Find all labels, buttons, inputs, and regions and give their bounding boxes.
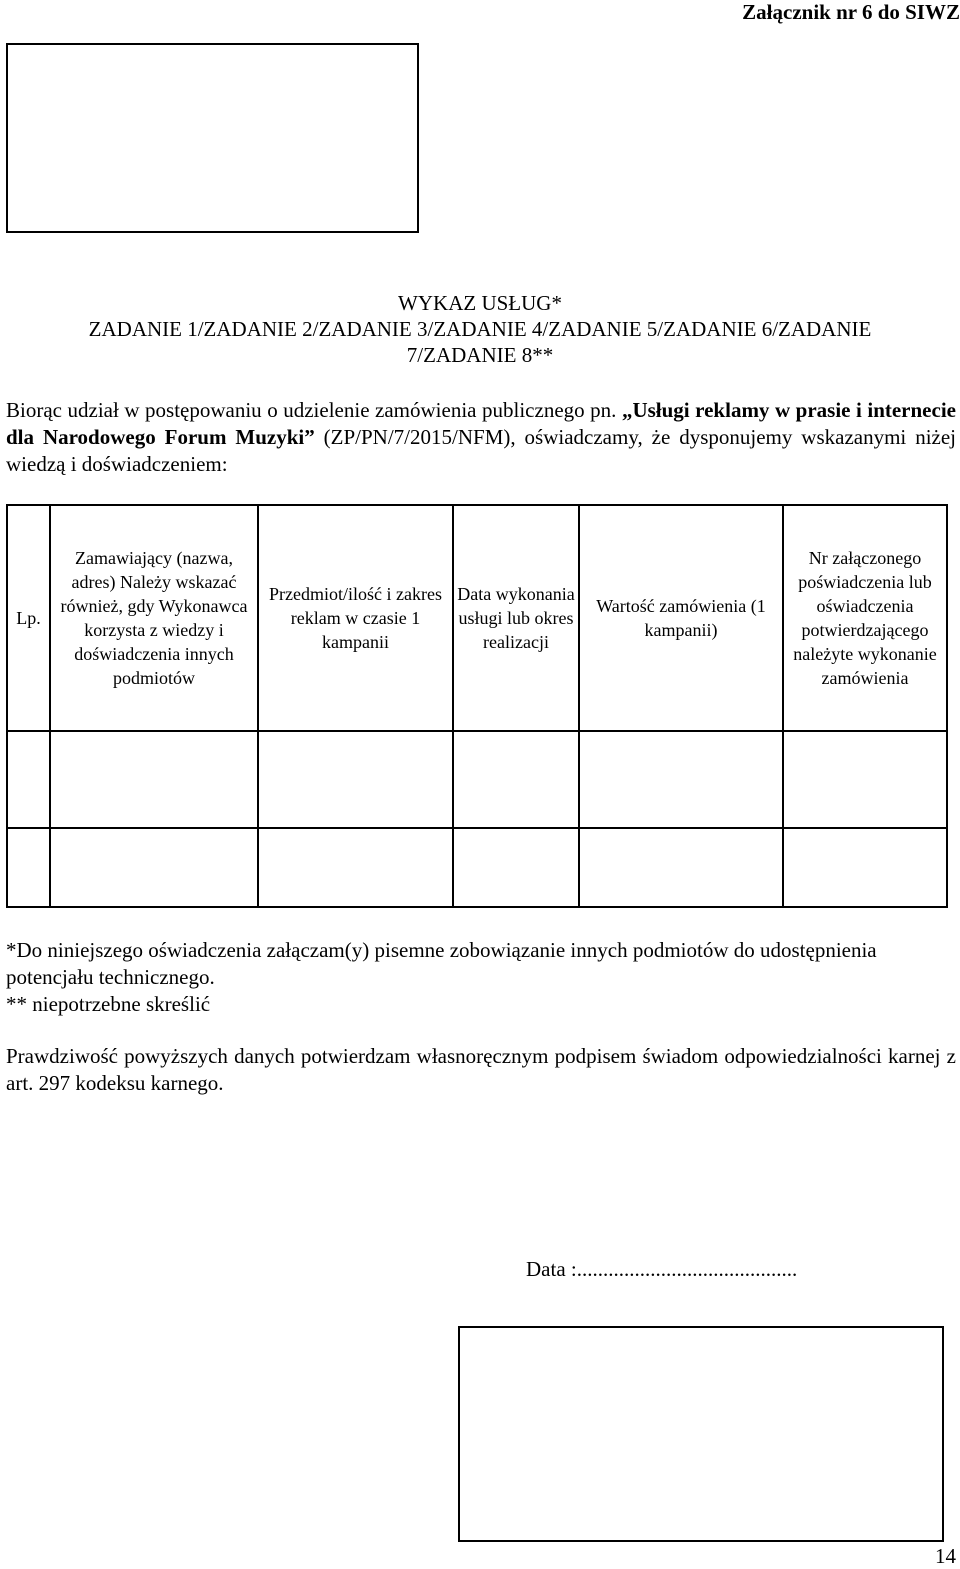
- services-table: [6, 504, 948, 908]
- truthfulness-statement: Prawdziwość powyższych danych potwierdzam własnoręcznym podpisem świadom odpowiedzialności karnej z art. 297 kodeksu karnego.: [6, 1044, 956, 1095]
- table-cell[interactable]: [7, 828, 50, 907]
- table-cell[interactable]: [50, 828, 258, 907]
- intro-text-before: Biorąc udział w postępowaniu o udzielenie zamówienia publicznego pn.: [6, 398, 622, 422]
- column-header-date: Data wykonania usługi lub okres realizacji: [453, 505, 579, 731]
- table-cell[interactable]: [783, 828, 947, 907]
- page-number: 14: [935, 1544, 956, 1568]
- document-title: WYKAZ USŁUG*: [398, 291, 562, 315]
- procurement-title: „Usługi reklamy w prasie i internecie dla Narodowego Forum Muzyki”: [6, 398, 956, 449]
- column-header-subject: Przedmiot/ilość i zakres reklam w czasie 1 kampanii: [258, 505, 453, 731]
- annex-label: Załącznik nr 6 do SIWZ: [742, 0, 960, 24]
- footnotes: [6, 937, 956, 1018]
- column-header-lp: Lp.: [7, 505, 50, 731]
- footnote-double-asterisk: ** niepotrzebne skreślić: [6, 992, 211, 1016]
- intro-text-after: (ZP/PN/7/2015/NFM), oświadczamy, że dysponujemy wskazanymi niżej wiedzą i doświadczeniem:: [6, 425, 956, 476]
- company-stamp-box: [6, 43, 419, 233]
- column-header-certificate: Nr załączonego poświadczenia lub oświadczenia potwierdzającego należyte wykonanie zamówienia: [783, 505, 947, 731]
- table-row: [7, 731, 947, 828]
- table-cell[interactable]: [453, 828, 579, 907]
- date-field: Data :..........................................: [526, 1257, 798, 1281]
- signature-box: [458, 1326, 944, 1542]
- table-cell[interactable]: [783, 731, 947, 828]
- table-cell[interactable]: [50, 731, 258, 828]
- table-cell[interactable]: [7, 731, 50, 828]
- table-cell[interactable]: [258, 828, 453, 907]
- column-header-client: Zamawiający (nazwa, adres) Należy wskazać również, gdy Wykonawca korzysta z wiedzy i doświadczenia innych podmiotów: [50, 505, 258, 731]
- table-cell[interactable]: [258, 731, 453, 828]
- table-cell[interactable]: [453, 731, 579, 828]
- footnote-single-asterisk: *Do niniejszego oświadczenia załączam(y) pisemne zobowiązanie innych podmiotów do udostępnienia potencjału technicznego.: [6, 938, 877, 989]
- intro-paragraph: [6, 397, 956, 478]
- table-cell[interactable]: [579, 828, 783, 907]
- table-cell[interactable]: [579, 731, 783, 828]
- table-row: [7, 828, 947, 907]
- table-header-row: [7, 505, 947, 731]
- column-header-value: Wartość zamówienia (1 kampanii): [579, 505, 783, 731]
- task-list-line-continued: 7/ZADANIE 8**: [406, 343, 554, 367]
- task-list-line: ZADANIE 1/ZADANIE 2/ZADANIE 3/ZADANIE 4/ZADANIE 5/ZADANIE 6/ZADANIE: [88, 317, 872, 341]
